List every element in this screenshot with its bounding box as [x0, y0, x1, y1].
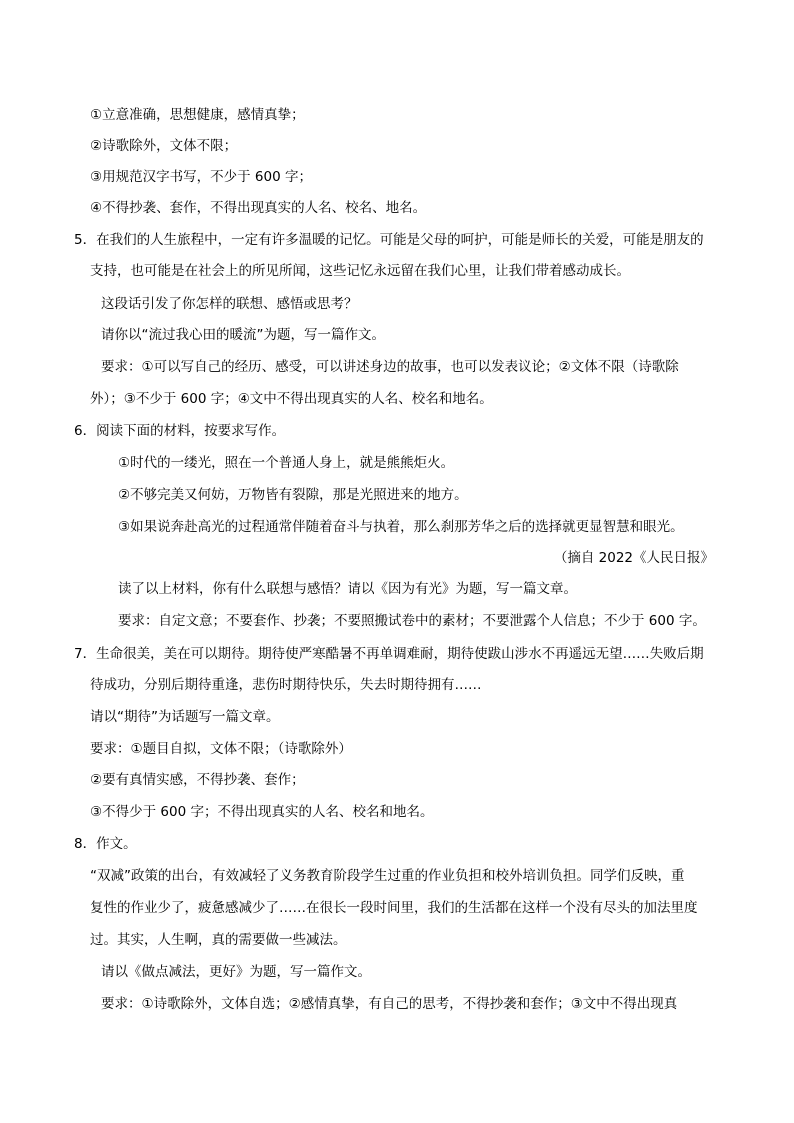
- q5-prompt-line-1: 5．在我们的人生旅程中，一定有许多温暖的记忆。可能是父母的呵护，可能是师长的关爱，可能是朋友的: [74, 232, 704, 248]
- q8-heading: 8．作文。: [74, 836, 137, 852]
- q7-requirement-1: 要求：①题目自拟，文体不限；（诗歌除外）: [90, 741, 352, 757]
- q6-material-1: ①时代的一缕光，照在一个普通人身上，就是熊熊炬火。: [118, 455, 455, 471]
- q6-requirements: 要求：自定文意；不要套作、抄袭；不要照搬试卷中的素材；不要泄露个人信息；不少于 600 字。: [118, 613, 706, 629]
- q5-requirements-line-1: 要求：①可以写自己的经历、感受，可以讲述身边的故事，也可以发表议论；②文体不限（诗歌除: [101, 359, 679, 375]
- q7-requirement-3: ③不得少于 600 字；不得出现真实的人名、校名和地名。: [90, 804, 434, 820]
- q8-requirements: 要求：①诗歌除外，文体自选；②感情真挚，有自己的思考，不得抄袭和套作；③文中不得出现真: [101, 996, 678, 1012]
- q7-prompt-line-1: 7．生命很美，美在可以期待。期待使严寒酷暑不再单调难耐，期待使跋山涉水不再遥远无望……失败后期: [74, 646, 704, 662]
- q5-prompt-line-2: 支持，也可能是在社会上的所见所闻，这些记忆永远留在我们心里，让我们带着感动成长。: [90, 263, 630, 279]
- q5-question: 这段话引发了你怎样的联想、感悟或思考？: [101, 296, 358, 312]
- q5-requirements-line-2: 外）；③不少于 600 字；④文中不得出现真实的人名、校名和地名。: [90, 391, 493, 407]
- q7-topic-instruction: 请以“期待”为话题写一篇文章。: [90, 709, 280, 725]
- q4-requirement-3: ③用规范汉字书写，不少于 600 字；: [90, 169, 312, 185]
- q6-prompt: 6．阅读下面的材料，按要求写作。: [74, 423, 286, 439]
- q7-prompt-line-2: 待成功，分别后期待重逢，悲伤时期待快乐，失去时期待拥有……: [90, 677, 482, 693]
- q7-requirement-2: ②要有真情实感，不得抄袭、套作；: [90, 772, 305, 788]
- q6-title-instruction: 读了以上材料，你有什么联想与感悟？请以《因为有光》为题，写一篇文章。: [118, 581, 577, 597]
- q5-title-instruction: 请你以“流过我心田的暖流”为题，写一篇作文。: [101, 327, 385, 343]
- q8-prompt-line-1: “双减”政策的出台，有效减轻了义务教育阶段学生过重的作业负担和校外培训负担。同学们反映，重: [90, 868, 685, 884]
- q6-material-3: ③如果说奔赴高光的过程通常伴随着奋斗与执着，那么刹那芳华之后的选择就更显智慧和眼光。: [118, 519, 684, 535]
- q8-prompt-line-2: 复性的作业少了，疲惫感减少了……在很长一段时间里，我们的生活都在这样一个没有尽头的加法里度: [90, 900, 698, 916]
- q8-prompt-line-3: 过。其实，人生啊，真的需要做一些减法。: [90, 932, 347, 948]
- q4-requirement-1: ①立意准确，思想健康，感情真挚；: [90, 107, 305, 123]
- q6-source: （摘自 2022《人民日报》: [553, 550, 714, 566]
- q4-requirement-2: ②诗歌除外，文体不限；: [90, 138, 238, 154]
- q8-title-instruction: 请以《做点减法，更好》为题，写一篇作文。: [101, 964, 371, 980]
- q6-material-2: ②不够完美又何妨，万物皆有裂隙，那是光照进来的地方。: [118, 487, 468, 503]
- q4-requirement-4: ④不得抄袭、套作，不得出现真实的人名、校名、地名。: [90, 200, 427, 216]
